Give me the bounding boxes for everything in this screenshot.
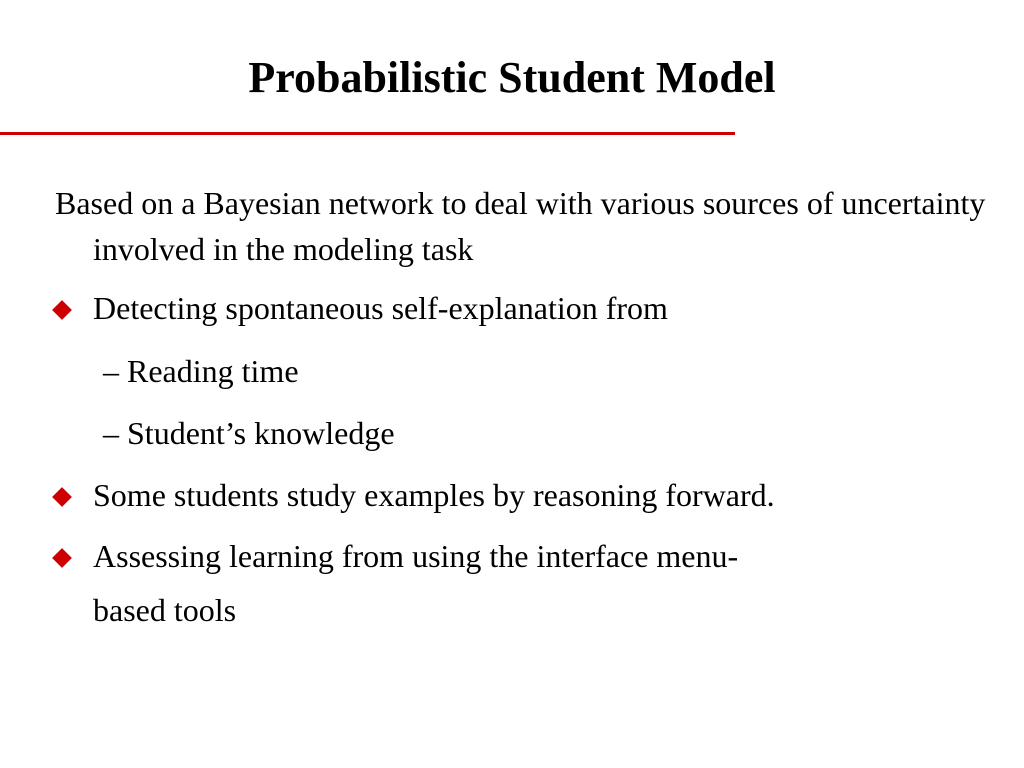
diamond-bullet-icon: [52, 300, 72, 320]
bullet-text: Assessing learning from using the interface menu-: [93, 538, 739, 574]
bullet-text: Some students study examples by reasoning forward.: [93, 477, 775, 513]
bullet-text: Detecting spontaneous self-explanation from: [93, 290, 668, 326]
diamond-bullet-icon: [52, 548, 72, 568]
bullet-continuation: based tools: [93, 592, 237, 628]
diamond-bullet-icon: [52, 487, 72, 507]
intro-paragraph: Based on a Bayesian network to deal with various sources of uncertainty involved in the modeling task: [55, 185, 986, 267]
title-divider: [0, 132, 735, 135]
slide-title: Probabilistic Student Model: [248, 53, 776, 102]
sub-item-reading-time: – Reading time: [103, 353, 299, 389]
sub-item-student-knowledge: – Student’s knowledge: [103, 415, 395, 451]
